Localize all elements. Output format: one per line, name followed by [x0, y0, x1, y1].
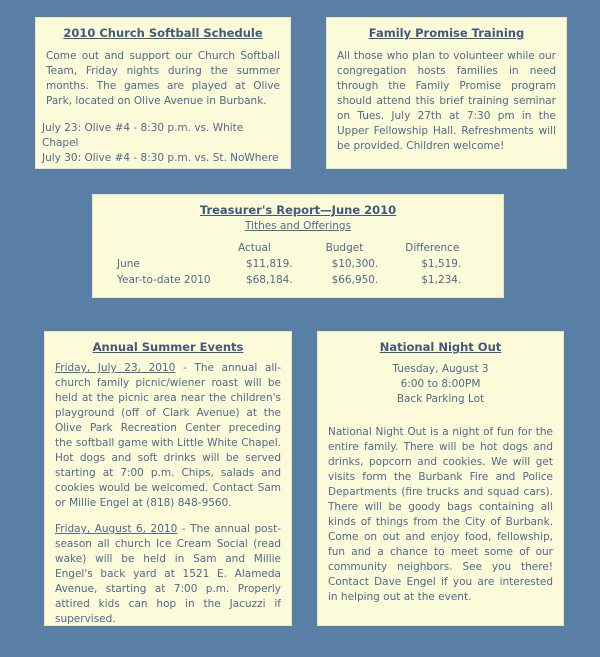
treasurer-subtitle: Tithes and Offerings: [244, 220, 352, 232]
national-night-out-title: National Night Out: [379, 340, 502, 354]
treasurer-report-box: [92, 194, 504, 298]
row-actual: $11,819.: [245, 258, 293, 270]
softball-intro: Come out and support our Church Softball Team, Friday nights during the summer months. The games are played at Olive Park, located on Olive Avenue in Burbank.: [46, 50, 280, 107]
event-2-date: Friday, August 6, 2010: [55, 523, 178, 535]
family-promise-text: All those who plan to volunteer while our congregation hosts families in need through the Family Promise program should attend this brief training seminar on Tues. July 27th at 7:30 pm in the Upper Fellowship Hall. Refreshments will be provided. Children welcome!: [337, 50, 556, 152]
table-header-difference: Difference: [405, 242, 460, 254]
nno-time: 6:00 to 8:00PM: [400, 378, 481, 390]
softball-schedule-box: [35, 17, 291, 169]
treasurer-table: [117, 240, 485, 288]
event-1-date: Friday, July 23, 2010: [55, 362, 176, 374]
table-header-actual: Actual: [237, 242, 271, 254]
row-label: June: [117, 258, 140, 270]
nno-place: Back Parking Lot: [396, 393, 485, 405]
row-difference: $1,519.: [421, 258, 462, 270]
summer-event-1: [55, 361, 281, 511]
nno-date: Tuesday, August 3: [392, 363, 489, 375]
treasurer-title: Treasurer's Report—June 2010: [199, 203, 397, 217]
event-2-text: - The annual post-season all church Ice Cream Social (read wake) will be held in Sam and Millie Engel's back yard at 1521 E. Alameda Avenue, starting at 7:00 p.m. Properly attired kids can hop in the Jacuzzi if supervised.: [55, 523, 281, 625]
national-night-out-box: [317, 331, 564, 626]
row-label: Year-to-date 2010: [117, 274, 211, 286]
nno-text: National Night Out is a night of fun for the entire family. There will be hot dogs and drinks, popcorn and cookies. We will get visits form the Burbank Fire and Police Departments (fire trucks and squad cars). There will be goody bags containing all kinds of things from the City of Burbank. Come on out and enjoy food, fellowship, fun and a chance to meet some of our community neighbors. See you there! Contact Dave Engel if you are interested in helping out at the event.: [328, 426, 553, 603]
row-difference: $1,234.: [421, 274, 462, 286]
softball-title: 2010 Church Softball Schedule: [63, 26, 263, 40]
family-promise-title: Family Promise Training: [368, 26, 525, 40]
summer-events-title: Annual Summer Events: [92, 340, 244, 354]
row-budget: $10,300.: [331, 258, 379, 270]
table-header-blank: [117, 240, 238, 256]
summer-event-2: [55, 522, 281, 627]
row-actual: $68,184.: [245, 274, 293, 286]
softball-game-2: July 30: Olive #4 - 8:30 p.m. vs. St. NoWhere: [42, 152, 279, 164]
table-header-row: [117, 240, 485, 256]
event-1-text: - The annual all-church family picnic/wiener roast will be held at the picnic area near the children's playground (off of Clark Avenue) at the Olive Park Recreation Center preceding the softball game with Little White Chapel. Hot dogs and soft drinks will be served starting at 7:00 p.m. Chips, salads and cookies would be welcomed. Contact Sam or Millie Engel at (818) 848-9560.: [55, 362, 281, 509]
row-budget: $66,950.: [331, 274, 379, 286]
table-row: [117, 272, 485, 288]
table-header-budget: Budget: [325, 242, 364, 254]
softball-game-1: July 23: Olive #4 - 8:30 p.m. vs. White Chapel: [42, 122, 244, 149]
family-promise-box: [326, 17, 567, 169]
table-row: [117, 256, 485, 272]
summer-events-box: [44, 331, 292, 626]
